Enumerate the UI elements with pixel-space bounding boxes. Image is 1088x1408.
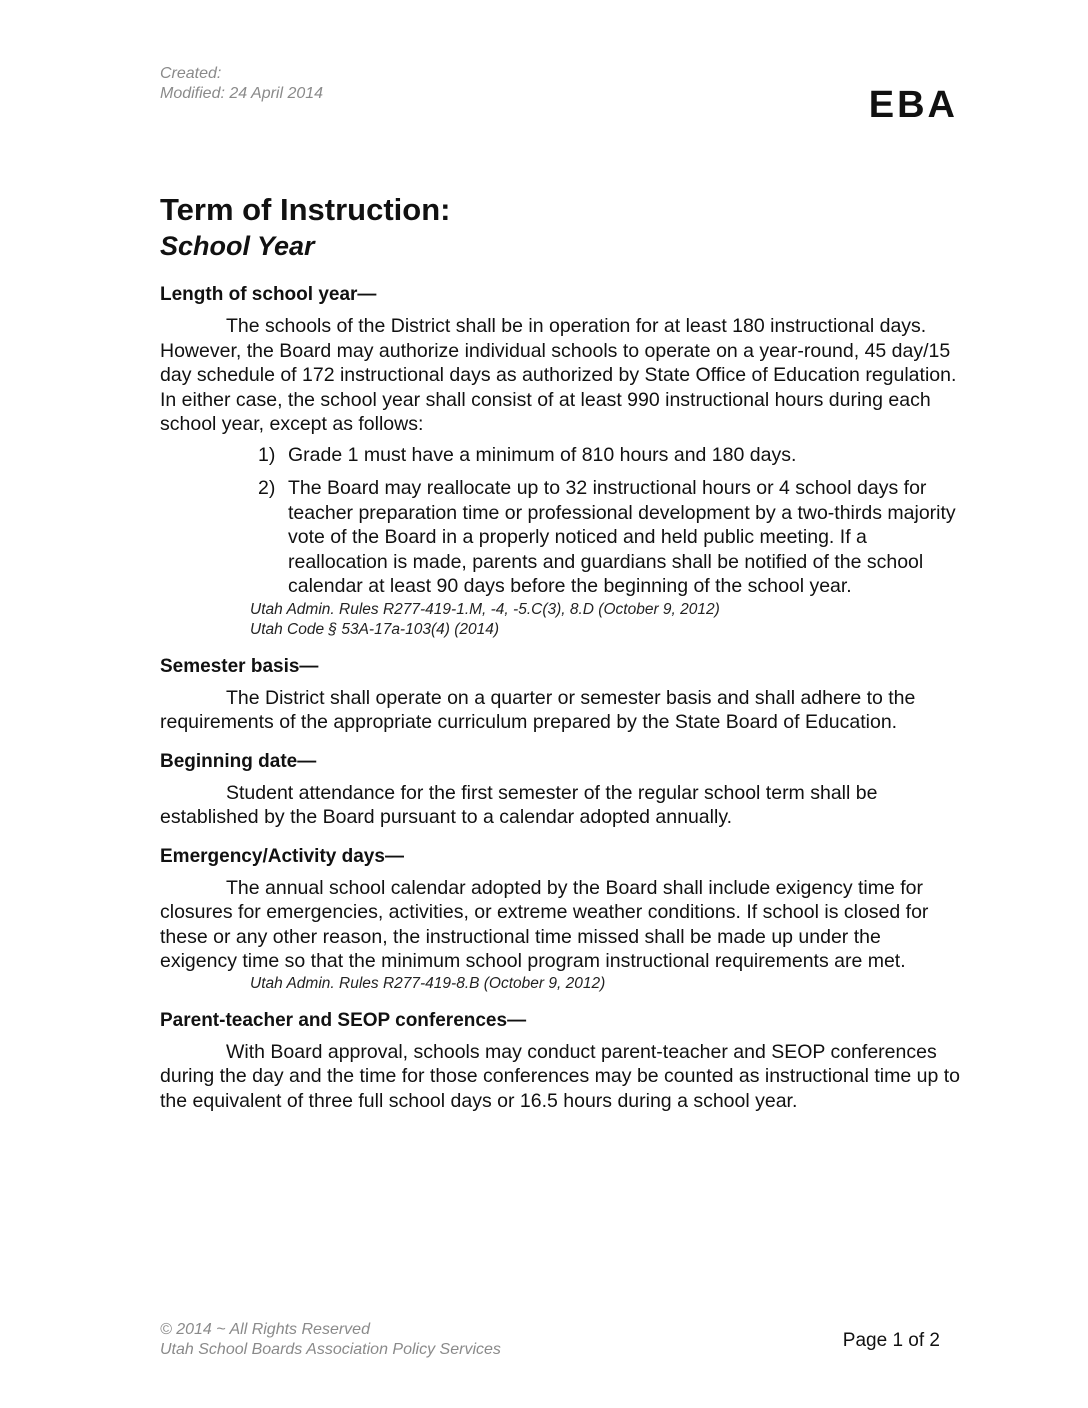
policy-code: EBA <box>868 84 958 126</box>
section-parent-teacher-conferences <box>160 1008 960 1114</box>
section-paragraph: The schools of the District shall be in operation for at least 180 instructional days. However, the Board may authorize individual schools to operate on a year-round, 45 day/15 day schedule of 172 instructional days as authorized by State Office of Education regulation. In either case, the school year shall consist of at least 990 instructional hours during each school year, except as follows: <box>160 315 957 435</box>
list-item-text: The Board may reallocate up to 32 instructional hours or 4 school days for teacher preparation time or professional development by a two-thirds majority vote of the Board in a properly noticed and held public meeting. If a reallocation is made, parents and guardians shall be notified of the school calendar at least 90 days before the beginning of the school year. <box>288 477 956 597</box>
citation: Utah Admin. Rules R277-419-8.B (October 9, 2012) <box>250 974 606 992</box>
section-heading: Parent-teacher and SEOP conferences— <box>160 1009 527 1031</box>
section-beginning-date <box>160 749 960 830</box>
list-item-number: 2) <box>258 477 276 499</box>
list-item <box>160 443 960 468</box>
citation: Utah Admin. Rules R277-419-1.M, -4, -5.C(3), 8.D (October 9, 2012) <box>250 600 720 618</box>
list-item-text: Grade 1 must have a minimum of 810 hours and 180 days. <box>288 443 797 466</box>
page-footer <box>160 1320 501 1360</box>
section-heading: Length of school year— <box>160 284 377 305</box>
section-semester-basis <box>160 654 960 735</box>
list-item-number: 1) <box>258 443 276 466</box>
modified-date: Modified: 24 April 2014 <box>160 85 324 102</box>
list-item <box>160 476 960 599</box>
section-heading: Semester basis— <box>160 655 319 677</box>
citation: Utah Code § 53A-17a-103(4) (2014) <box>250 620 500 638</box>
section-paragraph: Student attendance for the first semester of the regular school term shall be established by the Board pursuant to a calendar adopted annually. <box>160 781 878 828</box>
section-paragraph: The annual school calendar adopted by the Board shall include exigency time for closures for emergencies, activities, or extreme weather conditions. If school is closed for these or any other reason, the instructional time missed shall be made up under the exigency time so that the minimum school program instructional requirements are met. <box>160 876 929 972</box>
section-paragraph: With Board approval, schools may conduct parent-teacher and SEOP conferences during the day and the time for those conferences may be counted as instructional time up to the equivalent of three full school days or 16.5 hours during a school year. <box>160 1040 960 1112</box>
section-paragraph: The District shall operate on a quarter or semester basis and shall adhere to the requirements of the appropriate curriculum prepared by the State Board of Education. <box>160 686 916 733</box>
section-emergency-activity-days <box>160 844 960 994</box>
publisher-name: Utah School Boards Association Policy Services <box>160 1341 501 1358</box>
legal-citations <box>160 974 960 994</box>
exceptions-list <box>160 443 960 599</box>
copyright-notice: © 2014 ~ All Rights Reserved <box>160 1321 370 1338</box>
page-title: Term of Instruction: <box>160 192 451 227</box>
page-subtitle: School Year <box>160 231 315 261</box>
section-heading: Emergency/Activity days— <box>160 845 404 867</box>
section-length-of-school-year <box>160 282 960 640</box>
section-heading: Beginning date— <box>160 750 317 772</box>
page-number: Page 1 of 2 <box>842 1330 940 1351</box>
document-metadata <box>160 64 323 104</box>
created-label: Created: <box>160 65 222 82</box>
legal-citations <box>160 600 960 640</box>
policy-body <box>160 282 960 1127</box>
